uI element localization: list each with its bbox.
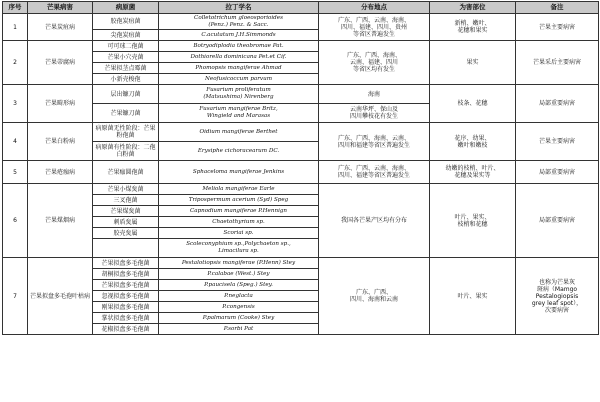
header-note: 备注 [516, 2, 599, 14]
pathogen-name: 层出镰刀菌 [93, 85, 159, 104]
latin-name: P.congensis [159, 302, 319, 313]
row-number: 6 [3, 184, 28, 258]
latin-line: Scoleconyphium sp.,Polychaeton sp., [186, 241, 291, 247]
table-row [3, 258, 599, 269]
pathogen-name: 刺盾炱属 [93, 217, 159, 228]
disease-name: 芒果拟盘多毛孢叶枯病 [28, 258, 93, 335]
latin-name: P.paucisela (Speg.) Stey. [159, 280, 319, 291]
latin-name: Meliola mangiferae Earle [159, 184, 319, 195]
pathogen-name: 三叉孢菌 [93, 195, 159, 206]
header-disease: 芒果病害 [28, 2, 93, 14]
distribution [319, 41, 430, 85]
latin-name: Neofusicoccum parvum [159, 74, 319, 85]
part-line: 新梢、嫩叶、 [454, 20, 491, 27]
part-line: 花序、幼果、 [454, 134, 491, 142]
latin-name: Oidium mangiferae Berthet [159, 123, 319, 142]
latin-name: P.palmarum (Cooke) Stey [159, 313, 319, 324]
affected-part: 叶片、果实 [430, 258, 516, 335]
row-number: 1 [3, 14, 28, 41]
disease-name: 芒果疮痂病 [28, 161, 93, 184]
distribution-line: 四川攀枝花有发生 [349, 113, 398, 120]
distribution-line: 广东、广西、云南、海南、 [337, 16, 410, 24]
part-line: 枝梢和花穗 [457, 220, 488, 228]
distribution-line: 广东、广西、 [355, 289, 392, 296]
distribution-line: 等省区均有发生 [352, 66, 395, 73]
latin-name: P.calabae (West.) Stey [159, 269, 319, 280]
note-line: 斑病（Mamgo [536, 285, 578, 293]
row-number: 2 [3, 41, 28, 85]
pathogen-name: 胡桐拟盘多毛孢菌 [93, 269, 159, 280]
distribution [319, 258, 430, 335]
distribution-line: 广东、广西、海南、云南、 [337, 134, 410, 142]
note: 芒果主要病害 [516, 123, 599, 161]
pathogen-name: 芒果小穴壳菌 [93, 52, 159, 63]
pathogen-name: 胶孢炭疽菌 [93, 14, 159, 30]
latin-line: (Penz.) Penz. & Sacc. [208, 21, 269, 28]
distribution-line: 等省区普遍发生 [352, 30, 395, 38]
disease-name: 芒果白粉病 [28, 123, 93, 161]
distribution: 我国各芒果产区均有分布 [319, 184, 430, 258]
note-line: Pestalogiopsis [535, 292, 579, 300]
latin-name: Chaetothyrium sp. [159, 217, 319, 228]
pathogen-name: 刚果拟盘多毛孢菌 [93, 302, 159, 313]
latin-name: Sphaceloma mangiferae Jenkins [159, 161, 319, 184]
affected-part: 枝条、花穗 [430, 85, 516, 123]
affected-part: 果实 [430, 41, 516, 85]
part-line: 花穗及果实等 [454, 172, 491, 179]
disease-name: 芒果蒂腐病 [28, 41, 93, 85]
table-row [3, 14, 599, 30]
latin-name: Dothiorella dominicana Pet.et Cif. [159, 52, 319, 63]
header-no: 序号 [3, 2, 28, 14]
note-line: 也称为芒果灰 [538, 278, 575, 286]
latin-name: Botryodiplodia theobromae Pat. [159, 41, 319, 52]
latin-line: Wingield and Marasas [206, 113, 271, 119]
header-row [3, 2, 599, 14]
distribution [319, 161, 430, 184]
distribution-line: 广东、广西、云南、海南、 [337, 165, 410, 172]
latin-name [159, 104, 319, 123]
pathogen-name: 可可球二孢菌 [93, 41, 159, 52]
table-row [3, 184, 599, 195]
note: 芒果主要病害 [516, 14, 599, 41]
pathogen-name: 芒果拟盘多毛孢菌 [93, 280, 159, 291]
distribution-line: 四川、海南和云南 [349, 296, 398, 303]
pathogen-name: 芒果拟盘多毛孢菌 [93, 258, 159, 269]
part-line: 嫩叶和嫩枝 [457, 141, 488, 149]
pathogen-name: 小新壳梭孢 [93, 74, 159, 85]
latin-name: Scoriai sp. [159, 228, 319, 239]
part-line: 幼嫩的枝梢、叶片、 [445, 165, 500, 172]
affected-part [430, 123, 516, 161]
page [2, 1, 599, 335]
pathogen-name: 芒果痂圆孢菌 [93, 161, 159, 184]
header-latin: 拉丁学名 [159, 2, 319, 14]
latin-name: C.acutatum J.H.Simmonds [159, 30, 319, 41]
latin-name: Tripospermum acerium (Syd) Speg [159, 195, 319, 206]
affected-part [430, 184, 516, 258]
distribution-line: 四川、福建、四川、贵州 [340, 23, 407, 31]
latin-name: Erysiphe cichoracearum DC. [159, 142, 319, 161]
distribution [319, 14, 430, 41]
table-row [3, 85, 599, 104]
row-number: 7 [3, 258, 28, 335]
pathogen-name: 芒果拟茎点霉菌 [93, 63, 159, 74]
note: 局部重要病害 [516, 184, 599, 258]
distribution-line: 广东、广西、海南、 [346, 52, 401, 59]
latin-line: Colletotrichum gloeosporioides [194, 14, 283, 21]
table-row [3, 161, 599, 184]
latin-name [159, 85, 319, 104]
pathogen-name: 芒果煤炱菌 [93, 206, 159, 217]
note: 局部重要病害 [516, 161, 599, 184]
pathogen-name: 忽视拟盘多毛孢菌 [93, 291, 159, 302]
distribution-line: 云南华坪、保山及 [349, 106, 398, 113]
pathogen-name: 病原菌有性阶段：二孢白粉菌 [93, 142, 159, 161]
affected-part [430, 14, 516, 41]
disease-name: 芒果畸形病 [28, 85, 93, 123]
note [516, 258, 599, 335]
header-pathogen: 病原菌 [93, 2, 159, 14]
header-distribution: 分布地点 [319, 2, 430, 14]
distribution [319, 123, 430, 161]
latin-line: Limacilura sp. [218, 248, 259, 254]
pathogen-name: 胶壳炱属 [93, 228, 159, 239]
latin-name: Pestalotiopsis mangiferae (P.Henn) Stey [159, 258, 319, 269]
latin-name: Capnodium mangiferae P.Hennign [159, 206, 319, 217]
latin-line: Fusarium proliferatum [206, 87, 271, 93]
note-line: grey leaf spot）， [531, 299, 583, 307]
pathogen-name: 尖孢炭疽菌 [93, 30, 159, 41]
latin-line: (Matsushima) Nirenberg [203, 94, 274, 100]
note-line: 次要病害 [544, 306, 569, 314]
pathogen-name [93, 239, 159, 258]
affected-part [430, 161, 516, 184]
latin-name: P.neglacta [159, 291, 319, 302]
part-line: 花穗和果实 [457, 27, 488, 34]
distribution: 海南 [319, 85, 430, 104]
pathogen-name: 芒果小煤炱菌 [93, 184, 159, 195]
disease-name: 芒果炭疽病 [28, 14, 93, 41]
distribution-line: 四川、福建等省区普遍发生 [337, 172, 410, 179]
pathogen-name: 病原菌无性阶段：芒果粉孢菌 [93, 123, 159, 142]
note: 芒果采后主要病害 [516, 41, 599, 85]
table-row [3, 123, 599, 142]
table-row [3, 41, 599, 52]
mango-disease-table [2, 1, 599, 335]
row-number: 3 [3, 85, 28, 123]
disease-name: 芒果煤烟病 [28, 184, 93, 258]
header-part: 为害部位 [430, 2, 516, 14]
pathogen-name: 芒果镰刀菌 [93, 104, 159, 123]
latin-name: P.sorbi Pat [159, 324, 319, 335]
latin-name: Phomopsis mangiferae Ahmad [159, 63, 319, 74]
latin-line: Fusarium mangiferae Britz, [199, 106, 278, 112]
latin-name [159, 239, 319, 258]
distribution-line: 云南、福建、四川 [349, 59, 398, 66]
latin-name [159, 14, 319, 30]
note: 局部重要病害 [516, 85, 599, 123]
row-number: 5 [3, 161, 28, 184]
pathogen-name: 花椒拟盘多毛孢菌 [93, 324, 159, 335]
pathogen-name: 掌状拟盘多毛孢菌 [93, 313, 159, 324]
part-line: 叶片、果实、 [454, 213, 491, 221]
distribution-line: 四川和福建等省区普遍发生 [337, 141, 410, 149]
row-number: 4 [3, 123, 28, 161]
distribution [319, 104, 430, 123]
